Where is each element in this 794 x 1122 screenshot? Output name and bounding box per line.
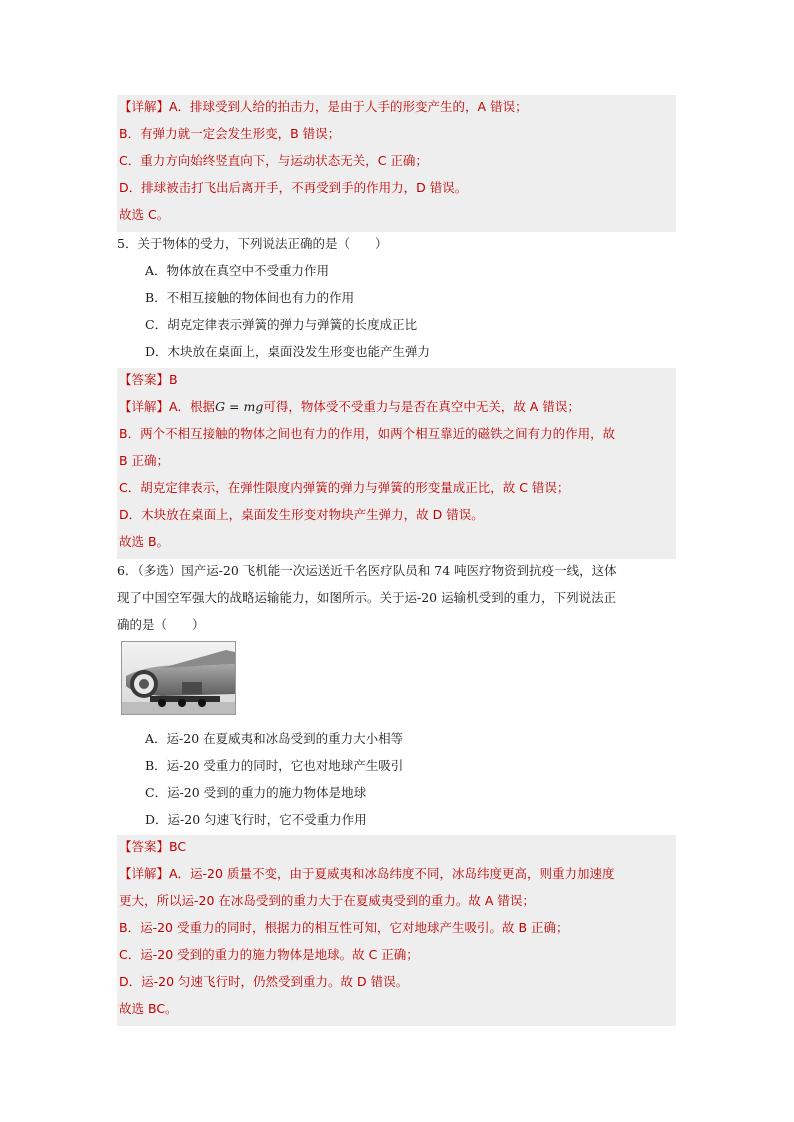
q6-option-d: D．运-20 匀速飞行时，它不受重力作用	[145, 812, 367, 827]
aircraft-icon	[122, 642, 235, 714]
explanation-line: B 正确；	[119, 453, 170, 468]
q6-option-a: A．运-20 在夏威夷和冰岛受到的重力大小相等	[145, 731, 404, 746]
q5-answer: 【答案】B	[119, 372, 178, 387]
q6-answer-box	[117, 835, 676, 1026]
q5-explanation-a	[119, 397, 580, 415]
explanation-line: B．有弹力就一定会发生形变，B 错误；	[119, 126, 341, 141]
q5-answer-box	[117, 368, 676, 559]
q6-option-c: C．运-20 受到的重力的施力物体是地球	[145, 785, 367, 800]
explanation-line: C．胡克定律表示，在弹性限度内弹簧的弹力与弹簧的形变量成正比，故 C 错误；	[119, 480, 570, 495]
q6-stem-line: 现了中国空军强大的战略运输能力，如图所示。关于运-20 运输机受到的重力，下列说法正	[117, 590, 617, 605]
aircraft-photo	[121, 641, 236, 715]
explanation-line: C．运-20 受到的重力的施力物体是地球。故 C 正确；	[119, 947, 419, 962]
explanation-line: D．运-20 匀速飞行时，仍然受到重力。故 D 错误。	[119, 974, 409, 989]
q5-option-d: D．木块放在桌面上，桌面没发生形变也能产生弹力	[145, 344, 431, 359]
q5-option-a: A．物体放在真空中不受重力作用	[145, 263, 330, 278]
explanation-conclusion: 故选 C。	[119, 207, 170, 222]
q5-stem: 5．关于物体的受力，下列说法正确的是（ ）	[117, 236, 388, 251]
gravity-formula: G = mg	[215, 399, 264, 414]
explanation-prefix: 【详解】A．根据	[119, 399, 216, 414]
explanation-line: 【详解】A．排球受到人给的拍击力，是由于人手的形变产生的，A 错误；	[119, 99, 528, 114]
explanation-conclusion: 故选 B。	[119, 534, 170, 549]
explanation-line: D．排球被击打飞出后离开手，不再受到手的作用力，D 错误。	[119, 180, 468, 195]
explanation-line: D．木块放在桌面上，桌面发生形变对物块产生弹力，故 D 错误。	[119, 507, 484, 522]
q6-stem-line: 确的是（ ）	[117, 617, 205, 632]
explanation-line: B．运-20 受重力的同时，根据力的相互性可知，它对地球产生吸引。故 B 正确；	[119, 920, 569, 935]
q6-stem-line: 6．（多选）国产运-20 飞机能一次运送近千名医疗队员和 74 吨医疗物资到抗疫一线，这体	[117, 563, 617, 578]
q5-option-c: C．胡克定律表示弹簧的弹力与弹簧的长度成正比	[145, 317, 418, 332]
explanation-line: B．两个不相互接触的物体之间也有力的作用，如两个相互靠近的磁铁之间有力的作用，故	[119, 426, 616, 441]
explanation-line: 【详解】A．运-20 质量不变，由于夏威夷和冰岛纬度不同，冰岛纬度更高，则重力加速度	[119, 866, 615, 881]
q6-option-b: B．运-20 受重力的同时，它也对地球产生吸引	[145, 758, 404, 773]
explanation-conclusion: 故选 BC。	[119, 1001, 178, 1016]
explanation-suffix: 可得，物体受不受重力与是否在真空中无关，故 A 错误；	[263, 399, 580, 414]
q4-explanation-box	[117, 95, 676, 232]
q6-answer: 【答案】BC	[119, 839, 187, 854]
explanation-line: C．重力方向始终竖直向下，与运动状态无关，C 正确；	[119, 153, 428, 168]
q5-option-b: B．不相互接触的物体间也有力的作用	[145, 290, 355, 305]
explanation-line: 更大，所以运-20 在冰岛受到的重力大于在夏威夷受到的重力。故 A 错误；	[119, 893, 535, 908]
